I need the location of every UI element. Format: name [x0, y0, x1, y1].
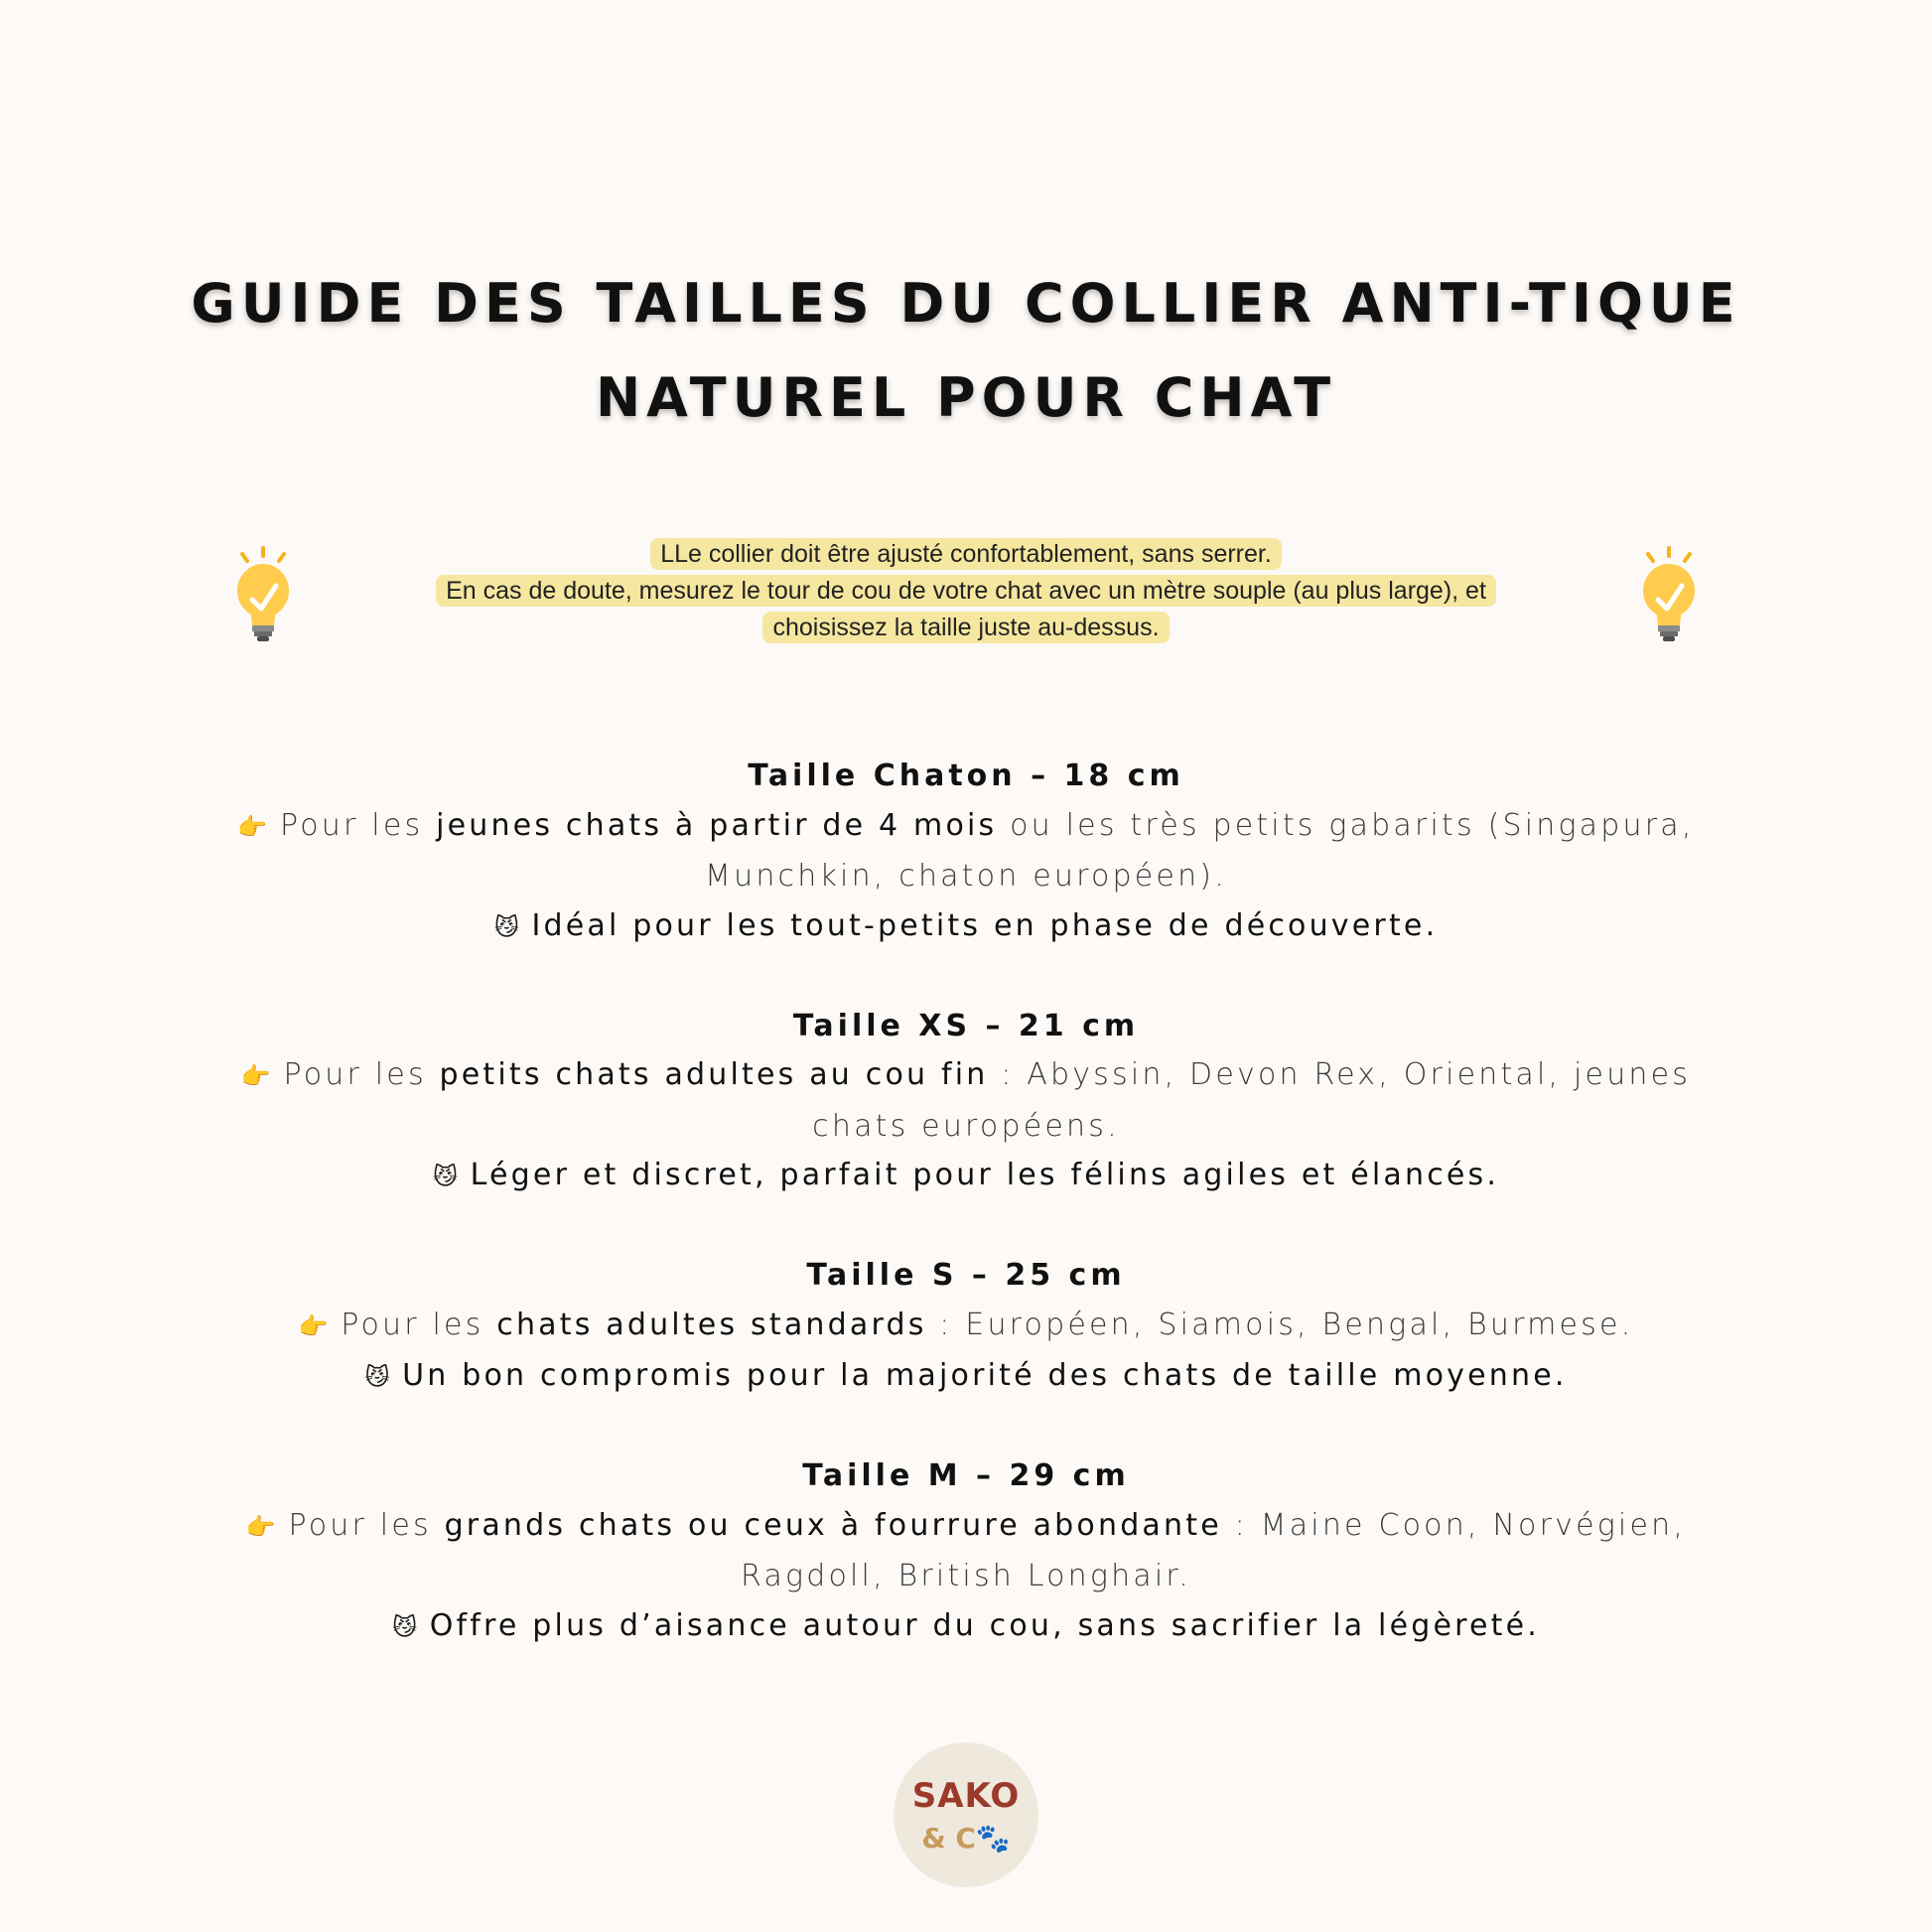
size-note: 😼 Un bon compromis pour la majorité des chats de taille moyenne. — [199, 1351, 1733, 1403]
size-title: Taille M – 29 cm — [802, 1458, 1130, 1493]
pointing-hand-icon: 👉 — [245, 1512, 276, 1541]
size-title: Taille Chaton – 18 cm — [748, 759, 1184, 793]
title-line-2: NATUREL POUR CHAT — [595, 366, 1337, 429]
size-highlight: petits chats adultes au cou fin — [439, 1057, 989, 1092]
tip-banner — [199, 536, 1733, 665]
cat-face-icon: 😼 — [364, 1363, 390, 1391]
size-list — [199, 752, 1733, 1702]
tip-line-1: LLe collier doit être ajusté confortablement, sans serrer. — [650, 538, 1282, 570]
page-title — [0, 256, 1932, 445]
cat-face-icon: 😼 — [432, 1163, 458, 1190]
size-description: 👉 Pour les chats adultes standards : Européen, Siamois, Bengal, Burmese. — [199, 1301, 1733, 1352]
tip-line-3: choisissez la taille juste au-dessus. — [762, 612, 1169, 643]
size-block-m — [199, 1451, 1733, 1652]
size-block-xs — [199, 1002, 1733, 1202]
pointing-hand-icon: 👉 — [298, 1311, 329, 1340]
brand-logo — [894, 1742, 1038, 1887]
size-title: Taille XS – 21 cm — [792, 1008, 1140, 1043]
logo-line-2: & C🐾 — [921, 1822, 1011, 1855]
size-block-chaton — [199, 752, 1733, 952]
size-block-s — [199, 1251, 1733, 1403]
size-note: 😼 Idéal pour les tout-petits en phase de découverte. — [199, 901, 1733, 953]
size-highlight: jeunes chats à partir de 4 mois — [436, 807, 998, 843]
size-description: 👉 Pour les jeunes chats à partir de 4 mois ou les très petits gabarits (Singapura, Munchkin, chaton européen). — [199, 801, 1733, 901]
pointing-hand-icon: 👉 — [237, 812, 268, 841]
title-line-1: GUIDE DES TAILLES DU COLLIER ANTI-TIQUE — [191, 272, 1741, 335]
tip-line-2: En cas de doute, mesurez le tour de cou de votre chat avec un mètre souple (au plus large), et — [436, 575, 1496, 607]
cat-face-icon: 😼 — [391, 1612, 417, 1641]
tip-text — [347, 536, 1585, 646]
size-note: 😼 Offre plus d’aisance autour du cou, sans sacrifier la légèreté. — [199, 1601, 1733, 1653]
size-description: 👉 Pour les petits chats adultes au cou fin : Abyssin, Devon Rex, Oriental, jeunes chats européens. — [199, 1050, 1733, 1151]
size-note: 😼 Léger et discret, parfait pour les félins agiles et élancés. — [199, 1151, 1733, 1202]
logo-line-1: SAKO — [911, 1776, 1021, 1816]
lightbulb-check-icon — [228, 546, 298, 645]
size-title: Taille S – 25 cm — [806, 1258, 1126, 1293]
lightbulb-check-icon — [1634, 546, 1704, 645]
cat-face-icon: 😼 — [493, 912, 519, 941]
size-description: 👉 Pour les grands chats ou ceux à fourrure abondante : Maine Coon, Norvégien, Ragdoll, British Longhair. — [199, 1501, 1733, 1601]
size-highlight: chats adultes standards — [496, 1307, 927, 1342]
size-highlight: grands chats ou ceux à fourrure abondante — [444, 1507, 1222, 1543]
pointing-hand-icon: 👉 — [240, 1062, 271, 1090]
